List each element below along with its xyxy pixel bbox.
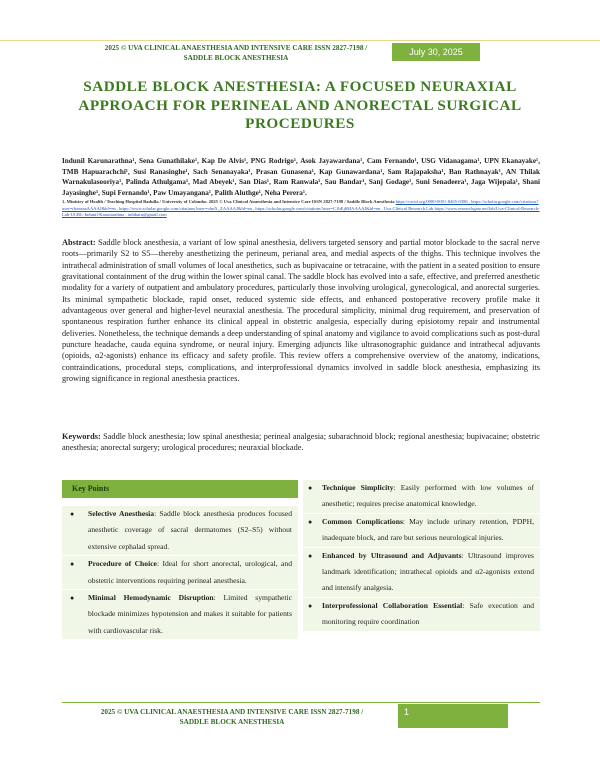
key-point-item xyxy=(303,548,540,598)
bullet-icon: ● xyxy=(308,551,313,560)
affiliation-text: Ministry of Health / Teaching Hospital Badulla / University of Colombo. 2025 © Uva Clinical Anaesthesia and Intensive Care ISSN 2827-7198 / Saddle Block Anesthesia xyxy=(66,199,395,204)
key-points-header xyxy=(62,480,298,498)
journal-header xyxy=(86,43,386,63)
key-point-label: Minimal Hemodynamic Disruption xyxy=(88,593,214,603)
key-point-text: : Limited sympathetic blockade minimizes hypotension and makes it suitable for patients with cardiovascular risk. xyxy=(88,593,292,635)
key-point-text: : Easily performed with low volumes of anesthetic; requires precise anatomical knowledge. xyxy=(322,483,534,509)
key-point-text: : Ultrasound improves landmark identification; intrathecal opioids and α2-agonists extend and intensify analgesia. xyxy=(322,550,535,593)
footer-line2: SADDLE BLOCK ANESTHESIA xyxy=(179,718,285,726)
affiliation-number: 1. xyxy=(62,199,66,204)
key-point-text: : Safe execution and monitoring require coordination xyxy=(322,600,534,627)
key-point-item xyxy=(303,514,540,548)
publication-date: July 30, 2025 xyxy=(392,43,480,61)
abstract-text: Saddle block anesthesia, a variant of low spinal anesthesia, delivers targeted sensory and partial motor blockade to the sacral nerve roots—primarily S2 to S5—thereby anesthetizing the perineum, perianal area, and medial aspects of the thighs. This technique involves the intrathecal administration of small volumes of local anesthetics, such as bupivacaine or tetracaine, with the patient in a seated position to ensure gravitational containment of the drug within the lower spinal canal. The saddle block has evolved into a safe, effective, and preferred anesthetic modality for a variety of outpatient and ambulatory procedures, particularly those involving urological, gynecological, and anorectal surgeries. Its minimal sympathetic blockade, rapid onset, reduced systemic side effects, and enhanced postoperative recovery profile make it advantageous over general and higher-level neuraxial anesthesia. The procedural simplicity, minimal drug requirement, and preservation of spontaneous respiration further enhance its clinical appeal in obstetric analgesia, especially during episiotomy repair and instrumental deliveries. Nonetheless, the technique demands a deep understanding of spinal anatomy and vigilance to avoid complications such as post-dural puncture headache, cauda equina syndrome, or neural injury. Emerging adjuncts like ultrasonographic guidance and intrathecal adjuvants (opioids, α2-agonists) enhance its efficacy and safety profile. This review offers a comprehensive overview of the anatomy, indications, contraindications, procedural steps, complications, and interprofessional dynamics involved in saddle block anesthesia, emphasizing its growing significance in regional anesthesia practices. xyxy=(62,238,540,384)
page-number-box xyxy=(398,704,508,728)
affiliation xyxy=(62,199,540,219)
abstract-label: Abstract: xyxy=(62,238,96,247)
bullet-icon: ● xyxy=(70,560,75,569)
key-point-label: Interprofessional Collaboration Essential xyxy=(322,600,463,610)
header-divider xyxy=(0,40,600,41)
paper-title: SADDLE BLOCK ANESTHESIA: A FOCUSED NEURAXIAL APPROACH FOR PERINEAL AND ANORECTAL SURGICAL PROCEDURES xyxy=(78,78,522,132)
key-point-text: : Saddle block anesthesia produces focused anesthetic coverage of sacral dermatomes (S2–S5) without extensive cephalad spread. xyxy=(88,509,292,551)
key-point-item xyxy=(62,556,298,590)
bullet-icon: ● xyxy=(70,594,75,603)
key-points-left-column xyxy=(62,506,298,640)
key-points-right-column xyxy=(303,480,540,632)
bullet-icon: ● xyxy=(308,601,313,610)
journal-header-line1: 2025 © UVA CLINICAL ANAESTHESIA AND INTENSIVE CARE ISSN 2827-7198 / xyxy=(104,44,368,52)
author-list: Indunil Karunarathna¹, Sena Gunathilake¹, Kap De Alvis¹, PNG Rodrigo¹, Asok Jayawardana¹, Cam Fernando¹, USG Vidanagama¹, UPN Ekanayake¹, TMB Hapuarachchi¹, Susi Ranasinghe¹, Sach Senanayaka¹, Prasan Gunasena¹, Kap Gunawardana¹, Sam Rajapaksha¹, Ban Rathnayak¹, AN Thilak Warnakulasooriya¹, Palinda Athulgama¹, Mad Abeyek¹, San Dias¹, Ram Ranwala¹, Sau Bandar¹, Sanj Godage¹, Suni Senadeera¹, Jaga Wijepala¹, Shani Jayasinghe¹, Supi Fernando¹, Paw Umayangana¹, Palith Aluthge¹, Neha Perera¹. xyxy=(62,157,540,197)
key-point-text: : Ideal for short anorectal, urological, and obstetric interventions requiring perineal anesthesia. xyxy=(88,559,293,585)
footer-divider xyxy=(62,702,540,703)
key-point-label: Technique Simplicity xyxy=(322,483,394,492)
key-point-item xyxy=(62,506,298,556)
key-point-label: Procedure of Choice xyxy=(88,559,157,569)
key-point-label: Common Complications xyxy=(322,516,403,526)
key-point-item xyxy=(303,480,540,514)
bullet-icon: ● xyxy=(308,484,313,492)
key-points-heading: Key Points xyxy=(72,484,110,493)
key-point-item xyxy=(62,590,298,640)
key-point-label: Selective Anesthesia xyxy=(88,509,155,518)
abstract xyxy=(62,237,540,384)
bullet-icon: ● xyxy=(70,510,75,518)
journal-header-line2: SADDLE BLOCK ANESTHESIA xyxy=(183,54,289,62)
footer-journal xyxy=(72,707,392,727)
key-point-item xyxy=(303,598,540,632)
affiliation-links[interactable]: https://orcid.org/0000-0001-8465-0386 , https://scholar.google.com/citations?user=rhxeaaaAAAAJ&hl=en , https://www.scholar.google.com/citations?user=ohnX_ZAAAAJ&hl=en , https://scholar.google.com/citations?user=C1hEj6MAAAAJ&hl=en , Uva Clinical Research Lab https://www.researchgate.net/lab/Uva-Clinical-Research-Lab-UCRL-Indunil-Karunarathna , indikaru@gmail.com xyxy=(62,199,540,218)
keywords xyxy=(62,431,540,453)
bullet-icon: ● xyxy=(308,517,313,526)
page-footer xyxy=(0,704,600,728)
page-header xyxy=(0,40,600,63)
footer-line1: 2025 © UVA CLINICAL ANAESTHESIA AND INTENSIVE CARE ISSN 2827-7198 / xyxy=(100,708,364,716)
key-point-text: : May include urinary retention, PDPH, inadequate block, and rare but serious neurological injuries. xyxy=(322,516,534,543)
page-number: 1 xyxy=(404,707,410,717)
keywords-label: Keywords: xyxy=(62,432,101,441)
key-point-label: Enhanced by Ultrasound and Adjuvants xyxy=(322,550,462,560)
keywords-text: Saddle block anesthesia; low spinal anesthesia; perineal analgesia; subarachnoid block; regional anesthesia; bupivacaine; obstetric anesthesia; anorectal surgery; urological procedures; neuraxial blockade. xyxy=(62,432,540,453)
